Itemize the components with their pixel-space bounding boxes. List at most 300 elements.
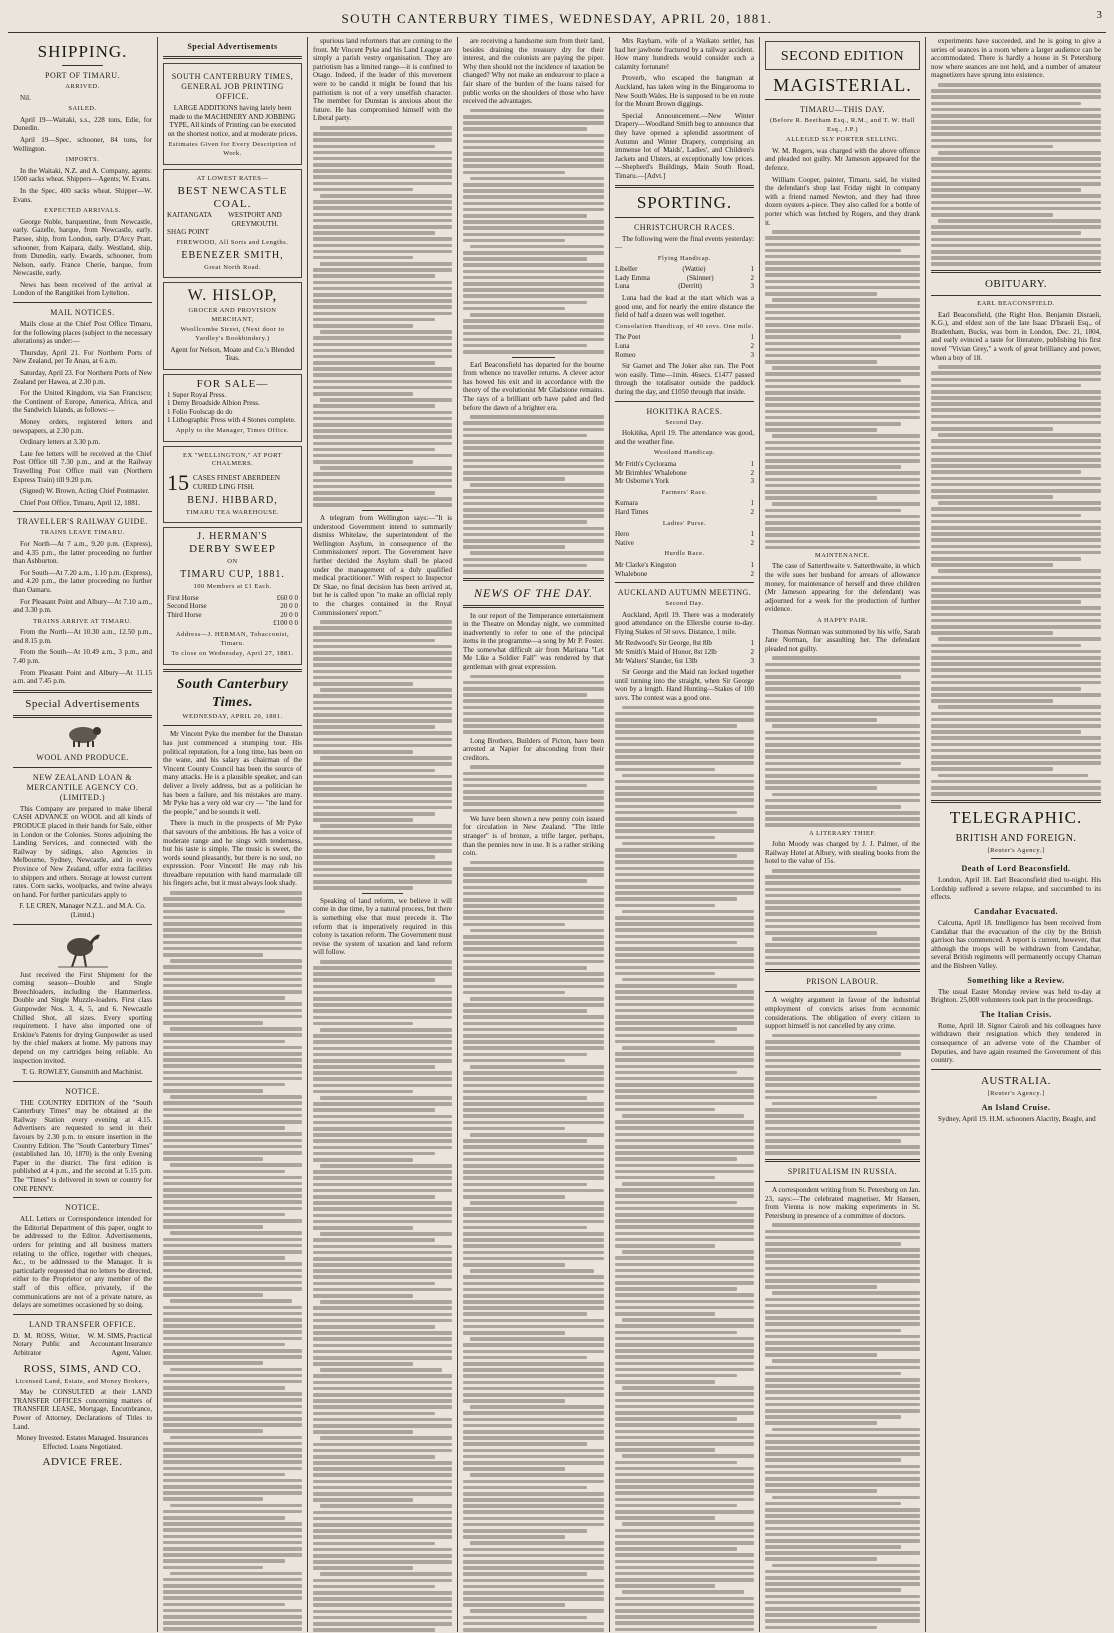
result-row: Hero 1 (615, 530, 754, 539)
expected-text: George Noble, barquentine, from Newcastle, early. Gazelle, barque, from Newcastle, early. Parsee, ship, from London, early. D'Arcy Pratt, schooner, from Kaipara, daily. Westland, ship, from Dunedin, early. Ewards, schooner, from Nelson, early. France Cherie, barque, from Newcastle, early. (13, 217, 152, 278)
text-line (320, 1572, 452, 1576)
sailed-label: SAILED. (68, 105, 97, 113)
land-left: D. M. ROSS, Writer, Notary Public and Arbitrator (13, 1331, 80, 1357)
text-line (765, 768, 920, 772)
text-line (163, 1157, 263, 1161)
text-line (765, 496, 877, 500)
text-line (313, 1498, 413, 1502)
text-line (463, 985, 604, 989)
text-line (765, 379, 901, 383)
text-line (313, 1517, 452, 1521)
text-line (313, 1102, 452, 1106)
text-line (313, 676, 452, 680)
text-line (470, 415, 604, 419)
text-line (765, 317, 920, 321)
text-line (931, 662, 1101, 666)
text-line (470, 997, 604, 1001)
text-line (463, 146, 604, 150)
text-line (615, 860, 754, 864)
hislop-name: W. HISLOP, (187, 287, 278, 305)
text-line (320, 1232, 452, 1236)
text-line (313, 151, 452, 155)
text-line (463, 195, 604, 199)
text-line (615, 1510, 754, 1514)
text-line (470, 313, 604, 317)
article-paragraph: Speaking of land reform, we believe it will come in due time, by a natural process, but there is something else that must precede it. The reform that is imperatively required in this colony is taxation reform. The Government must revise the system of taxation and land reform will follow. (313, 896, 452, 957)
text-line (463, 1306, 604, 1310)
news-heading: NEWS OF THE DAY. (474, 585, 593, 600)
text-line (163, 1207, 302, 1211)
text-line (765, 391, 920, 395)
body-text-filler (463, 415, 604, 573)
text-line (931, 120, 1101, 124)
text-line (163, 1108, 302, 1112)
text-line (765, 1366, 920, 1370)
text-line (313, 1560, 452, 1564)
text-line (765, 465, 901, 469)
text-line (615, 1300, 754, 1304)
text-line (313, 1313, 452, 1317)
text-line (320, 1436, 452, 1440)
text-line (313, 1449, 452, 1453)
text-line (463, 1009, 587, 1013)
text-line (931, 102, 1081, 106)
text-line (931, 538, 1101, 542)
text-line (313, 1399, 452, 1403)
text-line (313, 318, 435, 322)
text-line (313, 1115, 452, 1119)
text-line (463, 1535, 565, 1539)
text-line (463, 718, 604, 722)
text-line (463, 879, 587, 883)
text-line (765, 694, 920, 698)
text-line (615, 1052, 754, 1056)
text-line (313, 1288, 452, 1292)
text-line (938, 151, 1101, 155)
text-line (463, 1294, 604, 1298)
text-line (463, 1053, 587, 1057)
text-line (772, 502, 920, 506)
text-line (765, 546, 920, 550)
text-line (615, 1089, 754, 1093)
text-line (463, 226, 604, 230)
result-row: Hard Times 2 (615, 507, 754, 516)
races-heading: CHRISTCHURCH RACES. (633, 222, 736, 232)
news-paragraph: Special Announcement.—New Winter Drapery—Woodland Smith beg to announce that they have opened a splendid assortment of Autumn and Winter Drapery, comprising an immense lot of Maids', Ladies', and Children's Jackets and Ulsters, at exceptionally low prices.—Shepherd's Buildings, Main South Road, Timaru.—[Advt.] (615, 111, 754, 180)
text-line (163, 1442, 302, 1446)
text-line (765, 925, 920, 929)
text-line (765, 267, 920, 271)
text-line (772, 1496, 920, 1500)
text-line (313, 1282, 435, 1286)
text-line (313, 632, 452, 636)
text-line (463, 1195, 565, 1199)
text-line (463, 1343, 604, 1347)
text-line (163, 1559, 285, 1563)
text-line (615, 1126, 754, 1130)
text-line (615, 712, 754, 716)
text-line (463, 1467, 565, 1471)
text-line (463, 508, 604, 512)
text-line (772, 1428, 920, 1432)
text-line (615, 1392, 754, 1396)
text-line (765, 1046, 920, 1050)
text-line (313, 1362, 413, 1366)
text-line (765, 311, 920, 315)
text-line (765, 1279, 920, 1283)
text-line (163, 1454, 302, 1458)
text-line (163, 1330, 302, 1334)
text-line (615, 1541, 754, 1545)
text-line (313, 1152, 435, 1156)
text-line (615, 1380, 715, 1384)
text-line (615, 1015, 754, 1019)
news-paragraph: Mrs Rayham, wife of a Waikato settler, has had her jawbone fractured by a railway accident. How many hundreds would consider such a calamity fortunate! (615, 37, 754, 71)
mail-line: Money orders, registered letters and newspapers, at 2.30 p.m. (13, 418, 152, 435)
text-line (765, 1242, 901, 1246)
text-line (463, 1108, 604, 1112)
text-line (163, 1132, 302, 1136)
text-line (313, 349, 452, 353)
text-line (765, 681, 920, 685)
ladies-heading: Ladies' Purse. (662, 519, 707, 527)
text-line (313, 1238, 435, 1242)
text-line (313, 460, 413, 464)
body-text-filler (463, 765, 604, 812)
text-line (463, 220, 604, 224)
text-line (765, 1378, 920, 1382)
text-line (622, 1182, 754, 1186)
text-line (765, 348, 920, 352)
text-line (463, 1523, 604, 1527)
text-line (615, 1145, 754, 1149)
special-ads-heading: Special Advertisements (25, 697, 140, 710)
text-line (313, 750, 413, 754)
printing-text: LARGE ADDITIONS having lately been made to the MACHINERY AND JOBBING TYPE, All kinds of Printing can be executed on the shortest notice, and at moderate prices. (167, 104, 298, 138)
text-line (463, 1517, 604, 1521)
text-line (772, 434, 920, 438)
text-line (163, 1491, 302, 1495)
text-line (163, 1058, 302, 1062)
text-line (170, 1504, 302, 1508)
review-heading: Something like a Review. (967, 975, 1065, 985)
text-line (765, 354, 920, 358)
text-line (320, 824, 452, 828)
text-line (463, 471, 604, 475)
text-line (313, 682, 413, 686)
loan-text: This Company are prepared to make liberal CASH ADVANCE on WOOL and all kinds of PRODUCE placed in their hands for Sale, either in London or the Colonies. Stores adjoining the Landing Services, and connected with the Railway by sidings, also Agencies in Melbourne, Sydney, Newcastle, and in every Province of New Zealand, offer extra facilities to shippers and others. Storage at lowest current rates. Corn sacks, woolpacks, and twine always on hand. For further particulars apply to (13, 804, 152, 899)
text-line (765, 1083, 920, 1087)
mail-line: Mails close at the Chief Post Office Timaru, for the following places (subject to the necessary alterations) as under:— (13, 320, 152, 346)
text-line (463, 1436, 604, 1440)
text-line (463, 1300, 604, 1304)
text-line (470, 1473, 604, 1477)
text-line (313, 1040, 452, 1044)
mail-line: Chief Post Office, Timaru, April 12, 1881. (20, 498, 141, 507)
text-line (615, 1430, 754, 1434)
text-line (320, 620, 452, 624)
text-line (931, 238, 1101, 242)
text-line (463, 514, 604, 518)
text-line (163, 1120, 302, 1124)
text-line (931, 108, 1101, 112)
text-line (931, 668, 1101, 672)
text-line (615, 823, 754, 827)
text-line (163, 903, 302, 907)
text-line (163, 910, 285, 914)
text-line (615, 1349, 754, 1353)
text-line (931, 262, 1101, 266)
text-line (313, 145, 435, 149)
sweep-ad (163, 527, 302, 664)
text-line (163, 1497, 263, 1501)
text-line (931, 767, 1053, 771)
text-line (622, 706, 754, 710)
text-line (470, 177, 604, 181)
text-line (931, 157, 1101, 161)
reuters-label: [Reuter's Agency.] (987, 846, 1045, 854)
text-line (931, 408, 1101, 412)
text-line (313, 1566, 413, 1570)
text-line (615, 1133, 754, 1137)
text-line (765, 1551, 920, 1555)
text-line (163, 1596, 302, 1600)
text-line (765, 663, 920, 667)
thief-heading: A LITERARY THIEF. (808, 829, 877, 837)
text-line (163, 934, 302, 938)
text-line (320, 330, 452, 334)
text-line (765, 521, 920, 525)
text-line (765, 956, 920, 960)
text-line (313, 843, 452, 847)
text-line (463, 307, 565, 311)
text-line (765, 329, 920, 333)
text-line (931, 718, 1101, 722)
text-line (615, 1331, 737, 1335)
text-line (163, 1269, 302, 1273)
text-line (313, 213, 452, 217)
text-line (765, 1267, 920, 1271)
text-line (163, 1306, 302, 1310)
text-line (615, 1095, 754, 1099)
text-line (163, 1460, 302, 1464)
text-line (615, 928, 754, 932)
consolation-results (615, 333, 754, 359)
text-line (615, 1164, 754, 1168)
text-line (765, 1440, 920, 1444)
text-line (313, 738, 452, 742)
text-line (313, 830, 452, 834)
text-line (470, 1337, 604, 1341)
text-line (765, 1120, 920, 1124)
text-line (765, 410, 920, 414)
text-line (931, 421, 1101, 425)
text-line (615, 1535, 754, 1539)
text-line (313, 1158, 413, 1162)
text-line (320, 126, 452, 130)
text-line (931, 201, 1101, 205)
text-line (765, 1316, 920, 1320)
text-line (163, 1256, 285, 1260)
court-heading: TIMARU—THIS DAY. (800, 105, 885, 114)
text-line (313, 1480, 452, 1484)
text-line (931, 687, 1081, 691)
text-line (931, 427, 1053, 431)
text-line (313, 1603, 452, 1607)
text-line (163, 941, 302, 945)
westland-heading: Westland Handicap. (653, 449, 716, 457)
ling-count: 15 (167, 469, 189, 495)
news-paragraph: Long Brothers, Builders of Picton, have been arrested at Napier for absconding from their creditors. (463, 736, 604, 762)
text-line (463, 1461, 604, 1465)
text-line (931, 390, 1101, 394)
text-line (765, 774, 920, 778)
text-line (313, 355, 452, 359)
text-line (931, 755, 1101, 759)
land-text: May be CONSULTED at their LAND TRANSFER OFFICES concerning matters of TRANSFER LEASE, Mortgage, Encumbrance, Power of Attorney, Declarations of Titles to Land. (13, 1388, 152, 1431)
text-line (463, 1554, 604, 1558)
land-firm: ROSS, SIMS, AND CO. (23, 1362, 142, 1375)
text-line (313, 1412, 435, 1416)
body-text-filler (463, 109, 604, 354)
text-line (313, 305, 452, 309)
ling-ad (163, 446, 302, 524)
prize-row: First Horse £60 0 0 (167, 593, 298, 602)
text-line (470, 245, 604, 249)
text-line (463, 421, 604, 425)
text-line (463, 1399, 565, 1403)
text-line (313, 997, 452, 1001)
text-line (931, 693, 1101, 697)
mail-line: Ordinary letters at 3.30 p.m. (20, 438, 101, 447)
text-line (765, 755, 920, 759)
text-line (163, 1417, 302, 1421)
text-line (313, 731, 452, 735)
text-line (931, 656, 1101, 660)
text-line (313, 1053, 452, 1057)
result-row: The Poet 1 (615, 333, 754, 342)
text-line (765, 1527, 920, 1531)
text-line (931, 699, 1053, 703)
text-line (463, 699, 604, 703)
article-paragraph: A correspondent writing from St. Petersburg on Jan. 23, says:—The celebrated magnetiser, Mr Hansen, from Vienna is now making experiments in St. Petersburg in presence of a committee of doctors. (765, 1185, 920, 1220)
text-line (615, 1473, 754, 1477)
text-line (470, 861, 604, 865)
text-line (615, 1225, 754, 1229)
text-line (463, 1176, 604, 1180)
result-row: Libeller (Wattie) 1 (615, 265, 754, 274)
forsale-item: 1 Lithographic Press with 4 Stones complete. (167, 416, 296, 425)
forsale-heading: FOR SALE— (196, 377, 269, 390)
text-line (470, 929, 604, 933)
text-line (463, 1387, 604, 1391)
masthead (8, 6, 1106, 33)
text-line (765, 540, 920, 544)
text-line (313, 1430, 413, 1434)
text-line (313, 454, 452, 458)
text-line (938, 637, 1101, 641)
text-line (463, 1275, 604, 1279)
text-line (765, 1390, 920, 1394)
text-line (931, 514, 1081, 518)
text-line (615, 1176, 715, 1180)
text-line (163, 1071, 302, 1075)
text-line (313, 1263, 452, 1267)
body-text-filler (463, 675, 604, 734)
mail-line: Thursday, April 21. For Northern Ports of New Zealand, per Te Anau, at 6 a.m. (13, 348, 152, 366)
text-line (463, 489, 604, 493)
text-line (463, 270, 604, 274)
text-line (320, 262, 452, 266)
hislop-title: GROCER AND PROVISION MERCHANT, (188, 307, 277, 323)
text-line (313, 1269, 452, 1273)
text-line (313, 175, 452, 179)
text-line (615, 1040, 715, 1044)
text-line (313, 1071, 452, 1075)
text-line (163, 990, 302, 994)
text-line (765, 888, 901, 892)
text-line (313, 163, 452, 167)
text-line (320, 1368, 442, 1372)
text-line (313, 256, 413, 260)
text-line (320, 466, 452, 470)
text-line (615, 935, 754, 939)
text-line (313, 1548, 452, 1552)
australia-heading: AUSTRALIA. (980, 1074, 1052, 1087)
text-line (931, 126, 1101, 130)
text-line (931, 145, 1053, 149)
text-line (320, 1164, 452, 1168)
text-line (463, 898, 604, 902)
news-paragraph: We have been shown a new penny coin issued for circulation in New Zealand. "The little stranger" is of bronze, a trifle larger, perhaps, than the pennies now in use. It is a rather striking coin. (463, 814, 604, 858)
text-line (313, 1350, 452, 1354)
flying-results (615, 265, 754, 291)
text-line (765, 1114, 920, 1118)
prize-row: Third Horse 20 0 0 (167, 610, 298, 619)
text-line (313, 1034, 452, 1038)
text-line (170, 1299, 292, 1303)
text-line (313, 169, 452, 173)
text-line (615, 1244, 715, 1248)
text-line (765, 509, 901, 513)
text-line (163, 1398, 302, 1402)
notice-text: THE COUNTRY EDITION of the "South Canterbury Times" may be obtained at the Railway Station every evening at 4.15. Advertisers are requested to send in their favours by 2.30 p.m. to ensure insertion in the Country Edition. The "South Canterbury Times" (established Jan. 10, 1870) is the only Evening Paper in the district. The first edition is published at 4 p.m., and the second at 5.15 p.m. The "Times" is delivered in town or country for ONE PENNY. (13, 1098, 152, 1193)
text-line (765, 1151, 920, 1155)
text-line (615, 1207, 754, 1211)
text-line (463, 570, 604, 574)
text-line (931, 231, 1081, 235)
text-line (163, 1219, 302, 1223)
text-line (313, 448, 435, 452)
text-line (463, 1257, 604, 1261)
train-line: From Pleasant Point and Albury—At 11.15 a.m. and 7.45 p.m. (13, 668, 152, 686)
text-line (470, 1269, 594, 1273)
text-line (772, 724, 920, 728)
text-line (163, 1244, 302, 1248)
text-line (463, 1232, 604, 1236)
text-line (772, 1291, 920, 1295)
text-line (163, 1281, 302, 1285)
forsale-item: 1 Demy Broadside Albion Press. (167, 399, 260, 408)
result-row: Mr Frith's Cyclorama 1 (615, 459, 754, 468)
result-row: Mr Walters' Slander, 6st 13lb 3 (615, 656, 754, 665)
text-line (463, 960, 604, 964)
rowley-sign: T. G. ROWLEY, Gunsmith and Machinist. (22, 1068, 143, 1077)
text-line (765, 817, 920, 821)
text-line (615, 1504, 737, 1508)
text-line (163, 1238, 302, 1242)
text-line (463, 1449, 604, 1453)
